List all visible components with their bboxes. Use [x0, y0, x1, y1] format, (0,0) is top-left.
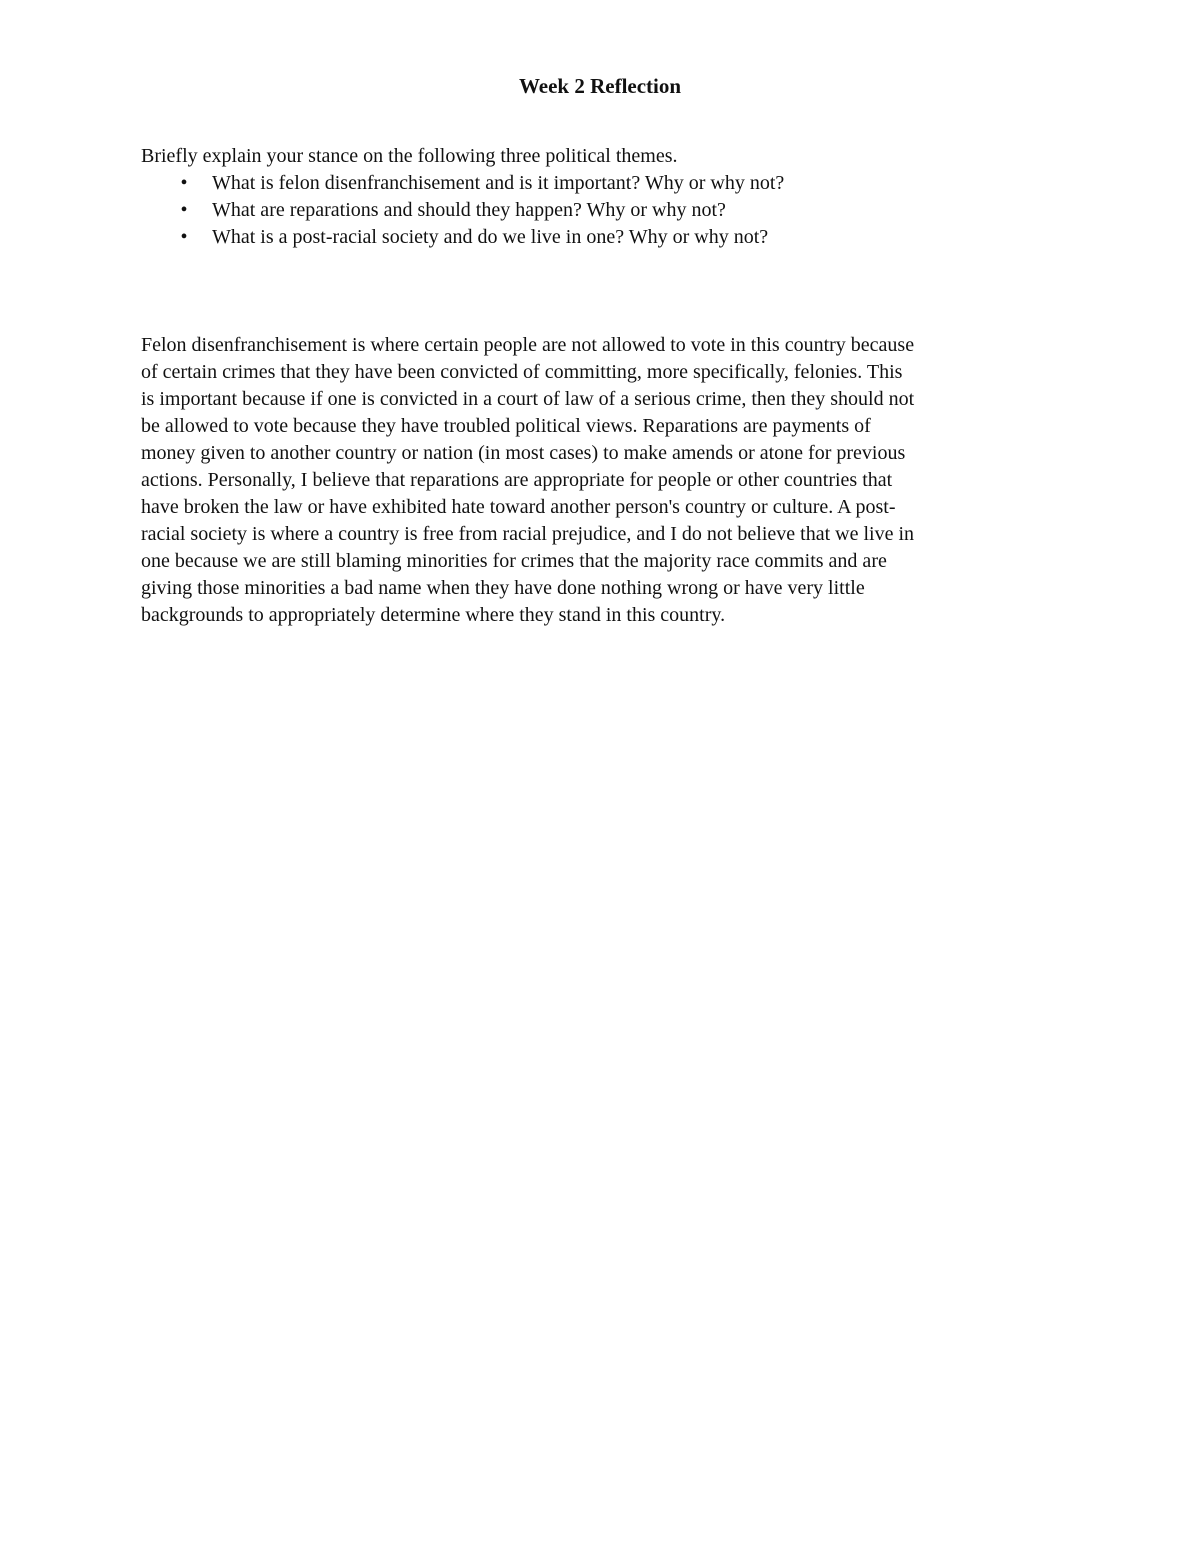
list-item	[141, 224, 784, 251]
question-list	[141, 170, 784, 251]
question-text: What is a post-racial society and do we live in one? Why or why not?	[212, 226, 769, 248]
bullet-icon: •	[180, 172, 188, 194]
document-title: Week 2 Reflection	[518, 74, 682, 98]
paragraph-line: have broken the law or have exhibited hate toward another person's country or culture. A post-	[141, 496, 896, 518]
paragraph-line: backgrounds to appropriately determine where they stand in this country.	[141, 604, 726, 626]
list-item	[141, 197, 784, 224]
bullet-icon: •	[180, 199, 188, 221]
paragraph-line: actions. Personally, I believe that reparations are appropriate for people or other countries that	[141, 469, 893, 491]
paragraph-line: is important because if one is convicted in a court of law of a serious crime, then they should not	[141, 388, 915, 410]
paragraph-line: giving those minorities a bad name when they have done nothing wrong or have very little	[141, 577, 865, 599]
paragraph-line: money given to another country or nation (in most cases) to make amends or atone for previous	[141, 442, 906, 464]
assignment-prompt: Briefly explain your stance on the following three political themes.	[141, 145, 678, 167]
paragraph-line: be allowed to vote because they have troubled political views. Reparations are payments of	[141, 415, 871, 437]
paragraph-line: of certain crimes that they have been convicted of committing, more specifically, felonies. This	[141, 361, 903, 383]
question-text: What are reparations and should they happen? Why or why not?	[212, 199, 726, 221]
list-item	[141, 170, 784, 197]
paragraph-line: racial society is where a country is free from racial prejudice, and I do not believe that we live in	[141, 523, 915, 545]
paragraph-line: Felon disenfranchisement is where certain people are not allowed to vote in this country because	[141, 334, 915, 356]
question-text: What is felon disenfranchisement and is it important? Why or why not?	[212, 172, 785, 194]
response-paragraph	[141, 332, 1061, 629]
bullet-icon: •	[180, 226, 188, 248]
paragraph-line: one because we are still blaming minorities for crimes that the majority race commits and are	[141, 550, 887, 572]
